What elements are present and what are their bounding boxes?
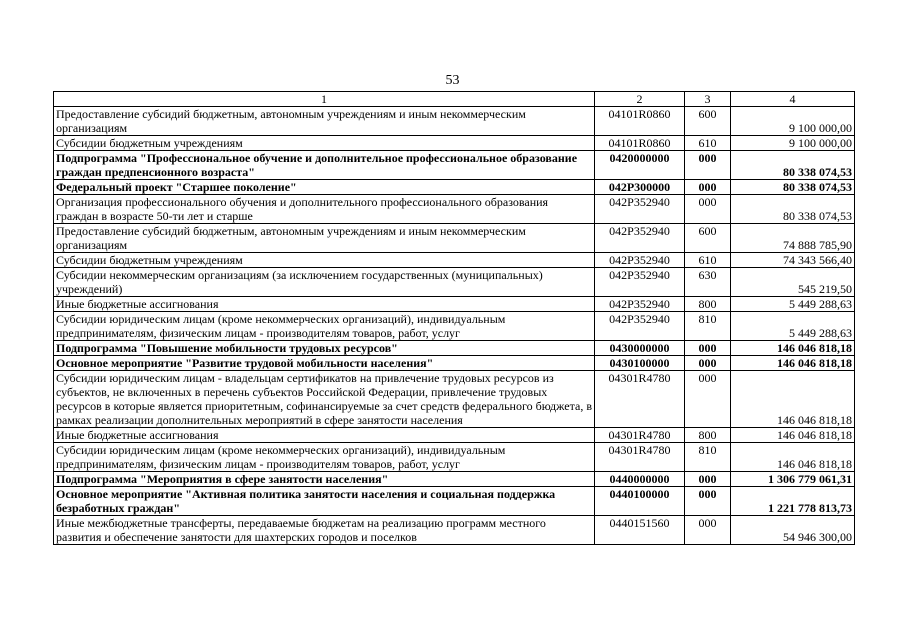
row-code-cell: 042P352940 bbox=[595, 297, 685, 312]
table-row bbox=[54, 428, 855, 443]
row-kvr-cell: 600 bbox=[685, 224, 731, 253]
row-name-cell: Субсидии юридическим лицам (кроме некоммерческих организаций), индивидуальным предпринимателям, физическим лицам - производителям товаров, работ, услуг bbox=[54, 312, 595, 341]
row-kvr-cell: 610 bbox=[685, 253, 731, 268]
row-name-cell: Предоставление субсидий бюджетным, автономным учреждениям и иным некоммерческим организациям bbox=[54, 224, 595, 253]
column-number-row bbox=[54, 92, 855, 107]
table-row bbox=[54, 516, 855, 545]
row-code-cell: 04101R0860 bbox=[595, 107, 685, 136]
table-row bbox=[54, 341, 855, 356]
table-row bbox=[54, 472, 855, 487]
page-number: 53 bbox=[445, 73, 460, 88]
row-amount-cell: 146 046 818,18 bbox=[731, 371, 855, 428]
row-code-cell: 042P352940 bbox=[595, 312, 685, 341]
column-number-3: 3 bbox=[685, 92, 731, 107]
row-amount-cell: 1 221 778 813,73 bbox=[731, 487, 855, 516]
row-name-cell: Субсидии бюджетным учреждениям bbox=[54, 136, 595, 151]
row-kvr-cell: 000 bbox=[685, 472, 731, 487]
row-amount-cell: 80 338 074,53 bbox=[731, 180, 855, 195]
row-amount-cell: 9 100 000,00 bbox=[731, 107, 855, 136]
row-code-cell: 042P352940 bbox=[595, 268, 685, 297]
row-name-cell: Подпрограмма "Мероприятия в сфере занятости населения" bbox=[54, 472, 595, 487]
row-code-cell: 042P300000 bbox=[595, 180, 685, 195]
row-code-cell: 04301R4780 bbox=[595, 371, 685, 428]
row-kvr-cell: 000 bbox=[685, 180, 731, 195]
column-number-1: 1 bbox=[54, 92, 595, 107]
row-amount-cell: 54 946 300,00 bbox=[731, 516, 855, 545]
row-amount-cell: 146 046 818,18 bbox=[731, 341, 855, 356]
row-name-cell: Субсидии бюджетным учреждениям bbox=[54, 253, 595, 268]
row-name-cell: Подпрограмма "Повышение мобильности трудовых ресурсов" bbox=[54, 341, 595, 356]
row-code-cell: 04301R4780 bbox=[595, 443, 685, 472]
table-row bbox=[54, 371, 855, 428]
column-number-4: 4 bbox=[731, 92, 855, 107]
row-amount-cell: 80 338 074,53 bbox=[731, 151, 855, 180]
table-row bbox=[54, 151, 855, 180]
table-row bbox=[54, 180, 855, 195]
table-row bbox=[54, 297, 855, 312]
row-code-cell: 04101R0860 bbox=[595, 136, 685, 151]
row-kvr-cell: 800 bbox=[685, 428, 731, 443]
table-row bbox=[54, 224, 855, 253]
row-amount-cell: 74 888 785,90 bbox=[731, 224, 855, 253]
row-name-cell: Иные бюджетные ассигнования bbox=[54, 297, 595, 312]
row-name-cell: Основное мероприятие "Активная политика занятости населения и социальная поддержка безработных граждан" bbox=[54, 487, 595, 516]
row-name-cell: Иные бюджетные ассигнования bbox=[54, 428, 595, 443]
row-kvr-cell: 610 bbox=[685, 136, 731, 151]
row-amount-cell: 146 046 818,18 bbox=[731, 428, 855, 443]
row-amount-cell: 9 100 000,00 bbox=[731, 136, 855, 151]
row-name-cell: Федеральный проект "Старшее поколение" bbox=[54, 180, 595, 195]
table-row bbox=[54, 253, 855, 268]
row-code-cell: 042P352940 bbox=[595, 224, 685, 253]
row-code-cell: 0440000000 bbox=[595, 472, 685, 487]
row-name-cell: Субсидии юридическим лицам (кроме некоммерческих организаций), индивидуальным предпринимателям, физическим лицам - производителям товаров, работ, услуг bbox=[54, 443, 595, 472]
table-row bbox=[54, 136, 855, 151]
row-code-cell: 0430100000 bbox=[595, 356, 685, 371]
row-code-cell: 042P352940 bbox=[595, 195, 685, 224]
table-row bbox=[54, 487, 855, 516]
row-name-cell: Организация профессионального обучения и дополнительного профессионального образования граждан в возрасте 50-ти лет и старше bbox=[54, 195, 595, 224]
row-kvr-cell: 000 bbox=[685, 516, 731, 545]
row-amount-cell: 5 449 288,63 bbox=[731, 312, 855, 341]
budget-table bbox=[53, 91, 855, 545]
row-kvr-cell: 000 bbox=[685, 341, 731, 356]
row-amount-cell: 146 046 818,18 bbox=[731, 356, 855, 371]
row-kvr-cell: 810 bbox=[685, 443, 731, 472]
row-kvr-cell: 000 bbox=[685, 195, 731, 224]
row-kvr-cell: 600 bbox=[685, 107, 731, 136]
row-amount-cell: 1 306 779 061,31 bbox=[731, 472, 855, 487]
row-kvr-cell: 000 bbox=[685, 487, 731, 516]
row-kvr-cell: 000 bbox=[685, 356, 731, 371]
row-amount-cell: 74 343 566,40 bbox=[731, 253, 855, 268]
row-code-cell: 0440100000 bbox=[595, 487, 685, 516]
table-row bbox=[54, 268, 855, 297]
row-code-cell: 042P352940 bbox=[595, 253, 685, 268]
row-code-cell: 0420000000 bbox=[595, 151, 685, 180]
row-kvr-cell: 630 bbox=[685, 268, 731, 297]
row-kvr-cell: 800 bbox=[685, 297, 731, 312]
row-amount-cell: 5 449 288,63 bbox=[731, 297, 855, 312]
row-kvr-cell: 810 bbox=[685, 312, 731, 341]
row-amount-cell: 146 046 818,18 bbox=[731, 443, 855, 472]
column-number-2: 2 bbox=[595, 92, 685, 107]
row-code-cell: 0440151560 bbox=[595, 516, 685, 545]
row-name-cell: Иные межбюджетные трансферты, передаваемые бюджетам на реализацию программ местного развития и обеспечение занятости для шахтерских городов и поселков bbox=[54, 516, 595, 545]
row-kvr-cell: 000 bbox=[685, 371, 731, 428]
row-name-cell: Субсидии некоммерческим организациям (за исключением государственных (муниципальных) учреждений) bbox=[54, 268, 595, 297]
row-name-cell: Субсидии юридическим лицам - владельцам сертификатов на привлечение трудовых ресурсов из субъектов, не включенных в перечень субъектов Российской Федерации, привлечение трудовых ресурсов в которые является приоритетным, софинансируемые за счет средств федерального бюджета, в рамках реализации дополнительных мероприятий в сфере занятости населения bbox=[54, 371, 595, 428]
table-row bbox=[54, 312, 855, 341]
table-row bbox=[54, 356, 855, 371]
row-amount-cell: 545 219,50 bbox=[731, 268, 855, 297]
row-code-cell: 04301R4780 bbox=[595, 428, 685, 443]
row-code-cell: 0430000000 bbox=[595, 341, 685, 356]
table-row bbox=[54, 195, 855, 224]
row-amount-cell: 80 338 074,53 bbox=[731, 195, 855, 224]
row-name-cell: Подпрограмма "Профессиональное обучение и дополнительное профессиональное образование граждан предпенсионного возраста" bbox=[54, 151, 595, 180]
budget-table-body bbox=[54, 92, 855, 545]
table-row bbox=[54, 107, 855, 136]
row-name-cell: Основное мероприятие "Развитие трудовой мобильности населения" bbox=[54, 356, 595, 371]
table-row bbox=[54, 443, 855, 472]
row-name-cell: Предоставление субсидий бюджетным, автономным учреждениям и иным некоммерческим организациям bbox=[54, 107, 595, 136]
row-kvr-cell: 000 bbox=[685, 151, 731, 180]
